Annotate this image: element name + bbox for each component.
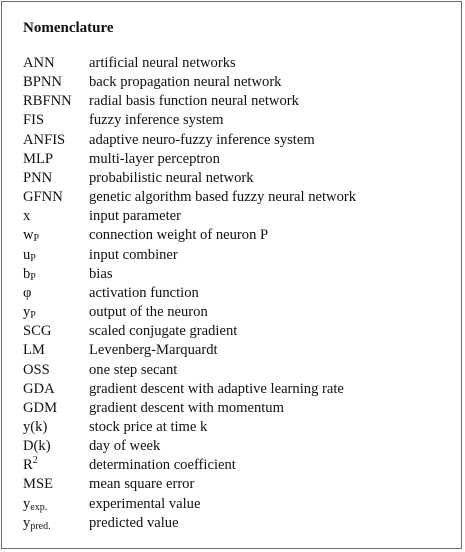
nomenclature-symbol <box>23 246 89 265</box>
symbol-base: u <box>23 246 31 263</box>
nomenclature-symbol <box>23 188 89 207</box>
symbol-base: MSE <box>23 476 54 493</box>
nomenclature-entry <box>23 475 453 494</box>
nomenclature-entry <box>23 322 453 341</box>
nomenclature-symbol <box>23 265 89 284</box>
nomenclature-description: gradient descent with adaptive learning rate <box>89 380 344 397</box>
symbol-subscript: P <box>33 233 40 245</box>
nomenclature-list <box>23 54 453 533</box>
nomenclature-description: experimental value <box>89 495 201 512</box>
nomenclature-description: radial basis function neural network <box>89 93 299 110</box>
nomenclature-entry <box>23 514 453 533</box>
nomenclature-symbol <box>23 380 89 399</box>
nomenclature-symbol <box>23 456 89 475</box>
nomenclature-description: determination coefficient <box>89 457 236 474</box>
nomenclature-description: fuzzy inference system <box>89 112 224 129</box>
symbol-base: φ <box>23 284 32 301</box>
nomenclature-symbol <box>23 54 89 73</box>
symbol-base: y <box>23 495 31 512</box>
nomenclature-symbol <box>23 361 89 380</box>
nomenclature-entry <box>23 150 453 169</box>
nomenclature-entry <box>23 226 453 245</box>
symbol-subscript: P <box>30 310 36 322</box>
nomenclature-description: day of week <box>89 438 161 455</box>
nomenclature-description: Levenberg-Marquardt <box>89 342 218 359</box>
nomenclature-entry <box>23 380 453 399</box>
nomenclature-entry <box>23 73 453 92</box>
nomenclature-entry <box>23 437 453 456</box>
nomenclature-entry <box>23 495 453 514</box>
nomenclature-entry <box>23 341 453 360</box>
nomenclature-description: activation function <box>89 284 199 301</box>
symbol-base: PNN <box>23 169 53 186</box>
nomenclature-description: output of the neuron <box>89 304 208 321</box>
nomenclature-symbol <box>23 226 89 245</box>
nomenclature-entry <box>23 246 453 265</box>
nomenclature-description: artificial neural networks <box>89 55 236 71</box>
nomenclature-description: multi-layer perceptron <box>89 150 220 167</box>
symbol-base: GDA <box>23 380 55 397</box>
nomenclature-entry <box>23 284 453 303</box>
symbol-subscript: P <box>30 252 36 264</box>
symbol-base: y <box>23 304 31 321</box>
nomenclature-entry <box>23 265 453 284</box>
nomenclature-description: probabilistic neural network <box>89 169 254 186</box>
symbol-base: GDM <box>23 399 58 416</box>
symbol-subscript: pred. <box>30 520 51 532</box>
nomenclature-description: mean square error <box>89 476 195 493</box>
nomenclature-entry <box>23 188 453 207</box>
nomenclature-description: genetic algorithm based fuzzy neural network <box>89 189 357 206</box>
nomenclature-entry <box>23 456 453 475</box>
symbol-base: ANFIS <box>23 131 66 148</box>
nomenclature-symbol <box>23 111 89 130</box>
nomenclature-description: scaled conjugate gradient <box>89 323 238 340</box>
nomenclature-symbol <box>23 73 89 92</box>
nomenclature-symbol <box>23 418 89 437</box>
nomenclature-description: input combiner <box>89 246 178 263</box>
symbol-base: ANN <box>23 55 55 71</box>
nomenclature-symbol <box>23 169 89 188</box>
nomenclature-description: adaptive neuro-fuzzy inference system <box>89 131 315 148</box>
nomenclature-entry <box>23 399 453 418</box>
symbol-subscript: P <box>30 271 36 283</box>
symbol-base: y <box>23 514 31 531</box>
nomenclature-entry <box>23 207 453 226</box>
nomenclature-description: bias <box>89 265 113 282</box>
symbol-base: x <box>23 208 31 225</box>
nomenclature-entry <box>23 418 453 437</box>
symbol-base: R <box>23 457 33 474</box>
nomenclature-symbol <box>23 341 89 360</box>
nomenclature-entry <box>23 54 453 73</box>
nomenclature-symbol <box>23 514 89 533</box>
nomenclature-description: one step secant <box>89 361 178 378</box>
symbol-base: D(k) <box>23 438 51 455</box>
symbol-base: y(k) <box>23 418 48 435</box>
symbol-base: LM <box>23 342 45 359</box>
symbol-base: GFNN <box>23 189 63 206</box>
nomenclature-entry <box>23 169 453 188</box>
nomenclature-symbol <box>23 207 89 226</box>
nomenclature-entry <box>23 361 453 380</box>
symbol-base: SCG <box>23 323 52 340</box>
nomenclature-entry <box>23 303 453 322</box>
symbol-base: w <box>23 227 34 244</box>
nomenclature-description: connection weight of neuron P <box>89 227 269 244</box>
nomenclature-symbol <box>23 284 89 303</box>
nomenclature-description: back propagation neural network <box>89 74 282 91</box>
symbol-base: MLP <box>23 150 54 167</box>
nomenclature-entry <box>23 92 453 111</box>
nomenclature-description: predicted value <box>89 514 179 531</box>
nomenclature-symbol <box>23 150 89 169</box>
nomenclature-box <box>1 1 462 549</box>
nomenclature-symbol <box>23 399 89 418</box>
symbol-base: OSS <box>23 361 50 378</box>
symbol-subscript: exp. <box>30 501 48 513</box>
nomenclature-symbol <box>23 303 89 322</box>
nomenclature-description: stock price at time k <box>89 418 208 435</box>
nomenclature-symbol <box>23 475 89 494</box>
symbol-base: b <box>23 265 31 282</box>
nomenclature-symbol <box>23 92 89 111</box>
symbol-base: FIS <box>23 112 45 129</box>
symbol-base: RBFNN <box>23 93 72 110</box>
nomenclature-symbol <box>23 131 89 150</box>
nomenclature-symbol <box>23 322 89 341</box>
nomenclature-entry <box>23 111 453 130</box>
nomenclature-symbol <box>23 495 89 514</box>
symbol-superscript: 2 <box>32 455 38 467</box>
nomenclature-description: gradient descent with momentum <box>89 399 284 416</box>
nomenclature-entry <box>23 131 453 150</box>
nomenclature-title: Nomenclature <box>23 20 114 36</box>
symbol-base: BPNN <box>23 74 62 91</box>
nomenclature-symbol <box>23 437 89 456</box>
nomenclature-description: input parameter <box>89 208 181 225</box>
